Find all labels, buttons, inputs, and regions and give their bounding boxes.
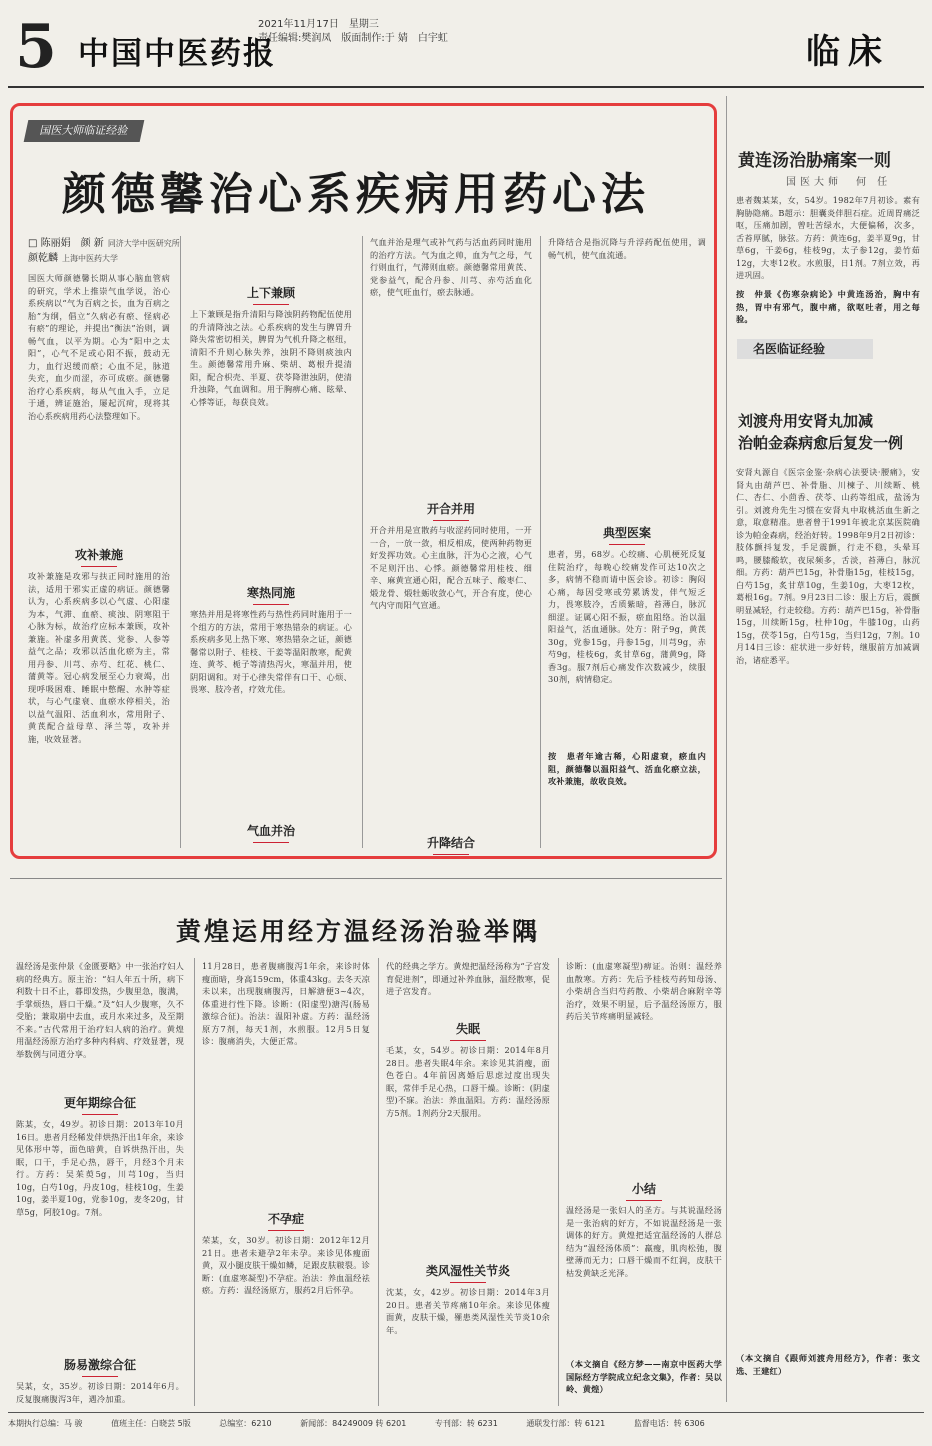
column-divider [362,236,363,848]
lead-subhead-2: 上下兼顾 [190,284,352,305]
lead-section-5: 开合并用是宣散药与收涩药同时使用，一开一合，一放一敛，相反相成，使两种药物更好发挥功效。心主血脉，汗为心之液，心气不足则汗出、心悸。颜德馨常用桂枝、细辛、麻黄宣通心阳，配合五味子、酸枣仁、煅龙骨、煅牡蛎收敛心气，开合有度，使心气内守而阳气宣通。 [370,525,532,610]
column-divider [378,958,379,1406]
right-text-2: 安肾丸源自《医宗金鉴·杂病心法要诀·腰痛》，安肾丸由葫芦巴、补骨脂、川楝子、川续断、桃仁、杏仁、小茴香、茯苓、山药等组成，盐汤为引。刘渡舟先生习惯在安肾丸中取桃活血生新之意，取意精准。患者曾于1991年被北京某医院确诊为帕金森病，经治好转。1998年9月2日初诊：肢体颤抖复发，手足震颤，行走不稳，头晕耳鸣，腰膝酸软，夜尿频多，舌淡，苔薄白，脉沉细。方药：葫芦巴15g，补骨脂15g，桂枝15g，白芍15g，炙甘草10g，生姜10g，大枣12枚，葛根16g。7剂。9月23日二诊：服上方后，震颤明显减轻，行走较稳。方药：葫芦巴15g，补骨脂15g，川续断15g，杜仲10g，牛膝10g，山药15g，茯苓15g，白芍15g，当归12g，7剂。10月14日三诊：症状进一步好转，继服前方加减调治，诸症悉平。 [736,467,920,665]
footer-special: 专刊部：转 6231 [434,1419,498,1428]
lead-subhead-1: 攻补兼施 [28,546,170,567]
case-subhead: 典型医案 [548,524,706,545]
lower-col1-intro: 温经汤是张仲景《金匮要略》中一张治疗妇人病的经典方。原主治：“妇人年五十所，病下利数十日不止，暮即发热，少腹里急，腹满，手掌烦热，唇口干燥。”及“妇人少腹寒，久不受胎；兼取崩中去血，或月水来过多，及至期不来。”古代常用于治疗妇人病的治疗。黄煌用温经汤原方治疗多种内科病、疗效显著，现举数例与同道分享。 [16,961,184,1059]
column-tag: 国医大师临证经验 [24,120,145,142]
right-note-2: （本文摘自《跟师刘渡舟用经方》，作者：张文选、王建红） [736,1353,920,1376]
right-note-1: 按 仲景《伤寒杂病论》中黄连汤治，胸中有热，胃中有邪气，腹中痛，欲呕吐者，用之每验。 [736,289,920,324]
author-affiliation-2: 上海中医药大学 [62,254,118,263]
newspaper-logo: 中国中医药报 [78,36,276,72]
lower-subhead-1: 更年期综合征 [16,1094,184,1115]
lower-subhead-3: 不孕症 [202,1210,370,1231]
section-rule [10,878,722,879]
lead-subhead-4: 气血并治 [190,822,352,843]
lower-title: 黄煌运用经方温经汤治验举隅 [176,917,541,946]
column-divider [540,236,541,848]
section-title: 临床 [806,32,890,72]
lower-subhead-2: 肠易激综合征 [16,1356,184,1377]
right-title-2 [738,410,903,454]
lead-section-3: 寒热并用是将寒性药与热性药同时施用于一个组方的方法，常用于寒热错杂的病证。心系疾病多见上热下寒、寒热错杂之证，颜德馨常以附子、桂枝、干姜等温阳散寒，配黄连、黄芩、栀子等清热泻火，寒温并用，使阴阳调和。对于心律失常伴有口干、心烦、畏寒、肢冷者，疗效尤佳。 [190,609,352,694]
lead-section-4: 气血并治是理气或补气药与活血药同时施用的治疗方法。气为血之帅，血为气之母，气行则血行，气滞则血瘀。颜德馨常用黄芪、党参益气，配合丹参、川芎、赤芍活血化瘀，使气旺血行，瘀去脉通。 [370,237,532,297]
lead-section-6: 升降结合是指沉降与升浮药配伍使用，调畅气机，使气血流通。 [548,237,706,260]
lower-col2-text: 11月28日，患者腹痛腹泻1年余，来诊时体瘦面暗，身高159cm，体重43kg。去冬天凉未以来，出现腹痛腹泻，日解溏便3~4次，体重进行性下降。诊断：(阳虚型)溏泻(肠易激综合征)。治法：温阳补虚。方药：温经汤原方7剂，每天1剂，水煎服。12月5日复诊：腹痛消失，大便正常。 [202,961,370,1046]
right-title-2-line-1: 刘渡舟用安肾丸加减 [738,412,874,430]
right-title-2-line-2: 治帕金森病愈后复发一例 [738,434,904,452]
footer-office: 总编室：6210 [219,1419,272,1428]
case-text: 患者，男，68岁。心绞痛、心肌梗死反复住院治疗，每晚心绞痛发作可达10次之多，病情不稳而请中医会诊。初诊：胸闷心痛，每因受寒或劳累诱发，伴气短乏力，畏寒肢冷，舌质紫暗，苔薄白，脉沉细涩。证属心阳不振，瘀血阻络。治以温阳益气，活血通脉。处方：附子9g，黄芪30g，党参15g，丹参15g，川芎9g，赤芍9g，桂枝6g，炙甘草6g，蒲黄9g，降香3g。服7剂后心痛发作次数减少，续服30剂，病情稳定。 [548,549,706,684]
column-divider [194,958,195,1406]
lower-col4-text: 诊断：(血虚寒凝型)痹证。治则：温经养血散寒。方药：先后予桂枝芍药知母汤、小柴胡合当归芍药散、小柴胡合麻附辛等治疗，效果不明显，后予温经汤原方，服药后关节疼痛明显减轻。 [566,961,722,1021]
author-affiliation-1: 同济大学中医研究所 [107,239,180,248]
footer-duty: 值班主任：白晓芸 5版 [111,1419,191,1428]
column-divider [558,958,559,1406]
footer-editor: 本期执行总编：马 骏 [8,1419,83,1428]
lead-intro: 国医大师颜德馨长期从事心脑血管病的研究，学术上推崇气血学说，治心系疾病以“气为百病之长，血为百病之胎”为纲，倡立“久病必有瘀、怪病必有瘀”的理论，并提出“衡法”治则，调畅气血，以平为期。心为“阳中之太阳”，心气不足或心阳不振，鼓动无力，血行迟缓而瘀；心血不足，脉道失充，血少而涩，亦可成瘀。颜德馨治疗心系疾病，每从气血入手，立足于通，辨证施治，屡起沉疴，现将其治心系疾病用药心法整理如下。 [28,273,170,421]
lower-subhead-4: 失眠 [386,1020,550,1041]
issue-meta [258,18,448,46]
lower-col1-case: 吴某，女，35岁。初诊日期：2014年6月。反复腹痛腹泻3年，遇冷加重。 [16,1381,184,1404]
lower-col2-body: 荣某，女，30岁。初诊日期：2012年12月21日。患者未避孕2年未孕。来诊见体瘦面黄，双小腿皮肤干燥如鳞，足跟皮肤皲裂。诊断：(血虚寒凝型)不孕症。治法：养血温经祛瘀。方药：温经汤原方，服药2月后怀孕。 [202,1235,370,1295]
lower-subhead-5: 类风湿性关节炎 [386,1262,550,1283]
footer-hotline: 监督电话：转 6306 [633,1419,705,1428]
footer-distribution: 通联发行部：转 6121 [526,1419,606,1428]
lead-section-2: 上下兼顾是指升清阳与降浊阴药物配伍使用的升清降浊之法。心系疾病的发生与脾胃升降失常密切相关，脾胃为气机升降之枢纽，清阳不升则心脉失养，浊阴不降则痰浊内生。颜德馨常用升麻、柴胡、葛根升提清阳，配合枳壳、半夏、茯苓降泄浊阴，使清升浊降，气血调和。用于胸痹心痛、眩晕、心悸等证，每获良效。 [190,309,352,407]
lead-subhead-6: 升降结合 [370,834,532,855]
lower-col1-body: 陈某，女，49岁。初诊日期：2013年10月16日。患者月经稀发伴烘热汗出1年余，来诊见体形中等，面色暗黄，自诉烘热汗出，失眠，口干，手足心热，唇干，月经3个月未行。方药：吴茱萸5g，川芎10g，当归10g，白芍10g，丹皮10g，桂枝10g，生姜10g，姜半夏10g，党参10g，麦冬20g，甘草5g，阿胶10g。7剂。 [16,1119,184,1217]
editors-line: 责任编辑:樊润凤 版面制作:于 婧 白宇虹 [258,33,448,44]
lower-col3-body: 毛某，女，54岁。初诊日期：2014年8月28日。患者失眠4年余。来诊见其消瘦，面色苍白。4年前因离婚后思虑过度出现失眠，常伴手足心热，口唇干燥。诊断：(阴虚型)不寐。治法：养血温阳。方药：温经汤原方5剂。1剂药分2天服用。 [386,1045,550,1118]
right-text-1: 患者魏某某，女，54岁。1982年7月初诊。素有胸胁隐痛。B超示：胆囊炎伴胆石症。近周胃痛泛呕，压痛加剧，曾吐苦绿水，大便偏稀，次多，舌苔厚腻，脉弦。方药：黄连6g，姜半夏9g，甘草6g，干姜6g，桂枝9g，太子参12g，姜竹茹12g，大枣12枚。水煎服，日1剂。7剂立效，再进巩固。 [736,195,920,280]
lead-subhead-3: 寒热同施 [190,584,352,605]
lower-col3-text: 代的经典之学方。黄煌把温经汤称为“子宫发育促进剂”，即通过补养血脉，温经散寒，促进子宫发育。 [386,961,550,996]
right-author-1: 国医大师 何 任 [786,177,892,188]
right-column-badge: 名医临证经验 [737,339,873,359]
case-note: 按 患者年逾古稀，心阳虚衰，瘀血内阻，颜德馨以温阳益气、活血化瘀立法，攻补兼施，故收良效。 [548,751,706,786]
lower-col4-note: （本文摘自《经方梦——南京中医药大学国际经方学院成立纪念文集》，作者：吴以岭、黄煌） [566,1359,722,1394]
lower-col4-body: 温经汤是一张妇人的圣方。与其说温经汤是一张治病的好方，不如说温经汤是一张调体的好方。黄煌把适宜温经汤的人群总结为“温经汤体质”：羸瘦，肌肉松弛，腹壁薄而无力；口唇干燥而不红润，皮肤干枯发黄缺乏光泽。 [566,1205,722,1278]
lead-authors [28,236,180,266]
masthead-rule [8,86,924,88]
right-title-1: 黄连汤治胁痛案一则 [738,151,891,171]
page-footer [8,1412,924,1429]
lead-title: 颜德馨治心系疾病用药心法 [62,169,650,220]
author-line-2: 颜乾麟 [28,253,58,264]
lead-subhead-5: 开合并用 [370,500,532,521]
lower-col3-case: 沈某，女，42岁。初诊日期：2014年3月20日。患者关节疼痛10年余。来诊见体瘦面黄，皮肤干燥，罹患类风湿性关节炎10余年。 [386,1287,550,1335]
author-line-1: □ 陈丽娟 颜 新 [28,238,104,249]
footer-news: 新闻部：84249009 转 6201 [300,1419,407,1428]
issue-date: 2021年11月17日 星期三 [258,19,379,30]
lower-subhead-6: 小结 [566,1180,722,1201]
column-divider [726,96,727,1402]
lead-section-1: 攻补兼施是攻邪与扶正同时施用的治法，适用于邪实正虚的病证。颜德馨认为，心系疾病多以心气虚、心阳虚为本，气滞、血瘀、痰浊、阴寒阻于心脉为标，故治疗应标本兼顾，攻补兼施。补虚多用黄芪、党参、人参等益气之品；攻邪以活血化瘀为主，常用丹参、川芎、赤芍、红花、桃仁、蒲黄等。冠心病发展至心力衰竭，出现呼吸困难、睡眠中憋醒、水肿等症状，与心气虚衰、血瘀水停相关，治以益气温阳、活血利水，常用附子、黄芪配合益母草、泽兰等，攻补并施，收效显著。 [28,571,170,744]
column-divider [180,236,181,848]
page-number: 5 [15,12,57,82]
